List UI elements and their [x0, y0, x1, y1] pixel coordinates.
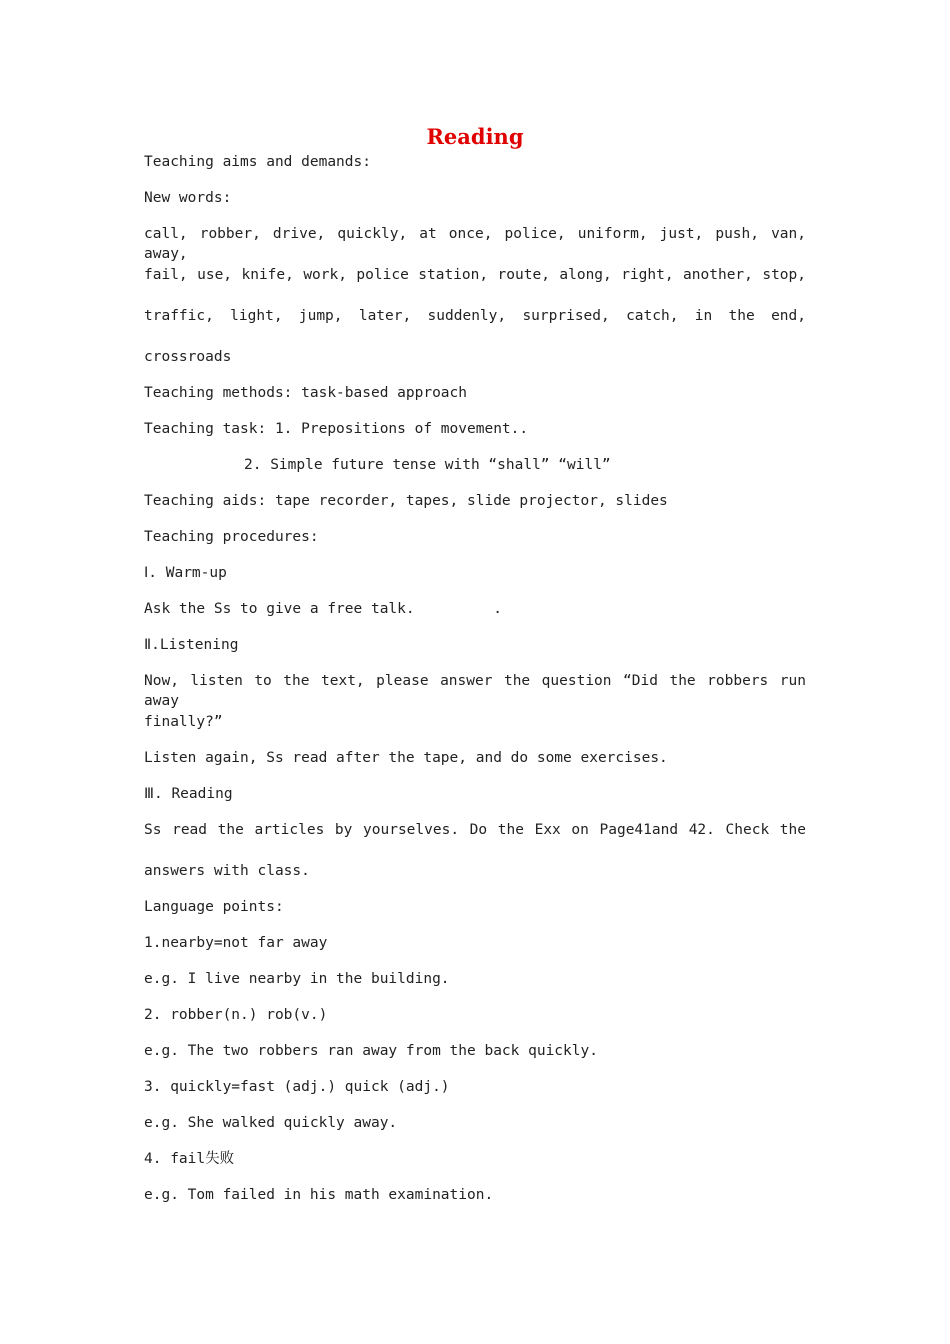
new-words-line-3: traffic, light, jump, later, suddenly, surprised, catch, in the end,	[144, 308, 806, 324]
teaching-procedures: Teaching procedures:	[144, 529, 319, 545]
teaching-task-1: Teaching task: 1. Prepositions of movement..	[144, 421, 529, 437]
language-point-1: 1.nearby=not far away	[144, 935, 328, 951]
language-point-4-example: e.g. Tom failed in his math examination.	[144, 1187, 494, 1203]
teaching-task-2: 2. Simple future tense with “shall” “will”	[244, 457, 611, 473]
language-point-1-example: e.g. I live nearby in the building.	[144, 971, 450, 987]
new-words-line-1: call, robber, drive, quickly, at once, police, uniform, just, push, van, away,	[144, 226, 806, 262]
language-point-4: 4. fail失败	[144, 1151, 235, 1167]
teaching-methods: Teaching methods: task-based approach	[144, 385, 468, 401]
step-reading-heading: Ⅲ. Reading	[144, 786, 233, 802]
step-warm-up-heading: Ⅰ. Warm-up	[144, 565, 227, 581]
listening-text-2: finally?”	[144, 714, 223, 730]
section-heading-aims: Teaching aims and demands:	[144, 154, 371, 170]
new-words-heading: New words:	[144, 190, 232, 206]
reading-text-2: answers with class.	[144, 863, 310, 879]
new-words-line-4: crossroads	[144, 349, 232, 365]
listening-text-3: Listen again, Ss read after the tape, and do some exercises.	[144, 750, 668, 766]
language-point-3: 3. quickly=fast (adj.) quick (adj.)	[144, 1079, 450, 1095]
listening-text-1: Now, listen to the text, please answer the question “Did the robbers run away	[144, 673, 806, 709]
language-point-2: 2. robber(n.) rob(v.)	[144, 1007, 328, 1023]
reading-text-1: Ss read the articles by yourselves. Do the Exx on Page41and 42. Check the	[144, 822, 806, 838]
step-listening-heading: Ⅱ.Listening	[144, 637, 239, 653]
language-point-3-example: e.g. She walked quickly away.	[144, 1115, 398, 1131]
new-words-line-2: fail, use, knife, work, police station, route, along, right, another, stop,	[144, 267, 806, 283]
language-point-2-example: e.g. The two robbers ran away from the back quickly.	[144, 1043, 598, 1059]
teaching-aids: Teaching aids: tape recorder, tapes, slide projector, slides	[144, 493, 668, 509]
document-title: Reading	[426, 124, 524, 149]
language-points-heading: Language points:	[144, 899, 284, 915]
step-warm-up-text: Ask the Ss to give a free talk. .	[144, 601, 502, 617]
